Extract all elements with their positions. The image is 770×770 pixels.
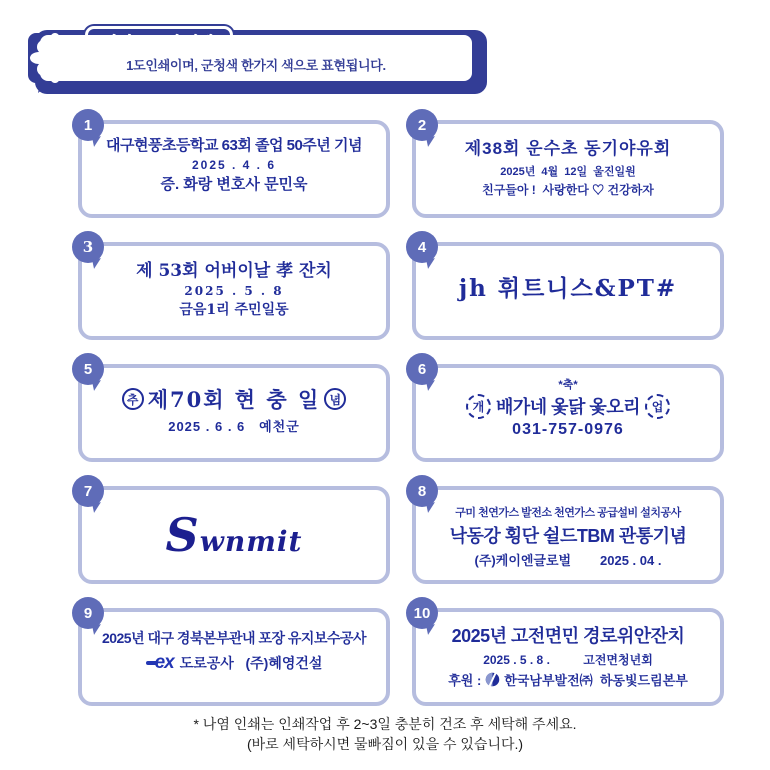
sample-number-badge xyxy=(406,475,438,507)
sample-line: 낙동강 횡단 쉴드TBM 관통기념 xyxy=(449,526,687,546)
sample-line: 구미 천연가스 발전소 천연가스 공급설비 설치공사 xyxy=(455,507,681,519)
sample-content xyxy=(416,246,720,336)
sample-box-1 xyxy=(78,116,390,218)
badge-number: 1 xyxy=(83,116,93,134)
sample-number-badge xyxy=(406,231,438,263)
kospo-circle-logo xyxy=(485,672,500,687)
sample-content xyxy=(416,124,720,214)
sample-box-6 xyxy=(412,360,724,462)
sample-title-text: 제70회 현 충 일 xyxy=(147,387,321,412)
sample-content xyxy=(82,612,386,702)
sample-box-5 xyxy=(78,360,390,462)
sample-content xyxy=(416,368,720,458)
sample-line: 2025 . 5 . 8 xyxy=(184,284,284,298)
wreath-char: 개 xyxy=(466,394,491,419)
script-logo-text: Swnmit xyxy=(165,508,303,562)
sample-title-text: 배가네 옻닭 옻오리 xyxy=(495,397,641,417)
sample-number-badge xyxy=(72,597,104,629)
badge-number: 7 xyxy=(83,482,93,500)
sample-line: 2025년 대구 경북본부관내 포장 유지보수공사 xyxy=(101,630,367,646)
badge-number: 10 xyxy=(413,604,431,622)
sample-content xyxy=(82,368,386,458)
sample-box-3 xyxy=(78,238,390,340)
sample-line: 2025 . 4 . 6 xyxy=(191,158,277,172)
circled-char: 념 xyxy=(324,388,346,410)
phone-number: 031-757-0976 xyxy=(512,421,624,438)
sample-number-badge xyxy=(406,597,438,629)
sample-content xyxy=(82,490,386,580)
sample-box-2 xyxy=(412,116,724,218)
sample-content xyxy=(82,124,386,214)
sample-box-4 xyxy=(412,238,724,340)
badge-number: 2 xyxy=(417,116,427,134)
care-instructions xyxy=(0,714,770,755)
sample-box-7 xyxy=(78,482,390,584)
sample-line: *축* xyxy=(558,379,578,391)
sponsor-text: 한국남부발전㈜ 하동빛드림본부 xyxy=(504,673,688,688)
sample-line: 2025년 4월 12일 울진일원 xyxy=(500,166,636,178)
sample-line: 친구들아 ! 사랑한다 ♡ 건강하자 xyxy=(482,183,654,197)
badge-number: 6 xyxy=(417,360,427,378)
sample-number-badge xyxy=(72,109,104,141)
ex-expressway-logo: ex xyxy=(146,652,174,674)
sample-box-8 xyxy=(412,482,724,584)
sample-line: 제38회 운수초 동기야유회 xyxy=(464,139,672,158)
sample-box-10 xyxy=(412,604,724,706)
badge-number: 4 xyxy=(417,238,427,256)
badge-number: 8 xyxy=(417,482,427,500)
sample-line xyxy=(122,384,347,414)
sample-number-badge xyxy=(72,475,104,507)
sample-content xyxy=(82,246,386,336)
sponsor-label: 후원 : xyxy=(448,673,482,688)
sample-line: (주)케이엔글로벌 2025 . 04 . xyxy=(474,553,662,568)
sample-line xyxy=(146,652,323,674)
sample-line-text: 도로공사 (주)혜영건설 xyxy=(179,655,323,671)
sample-box-9 xyxy=(78,604,390,706)
sample-line: 2025 . 6 . 6 예천군 xyxy=(168,419,300,434)
page-subtitle: 1도인쇄이며, 군청색 한가지 색으로 표현됩니다. xyxy=(126,57,386,73)
sample-line: 대구현풍초등학교 63회 졸업 50주년 기념 xyxy=(106,137,362,154)
badge-number: 9 xyxy=(83,604,93,622)
sponsor-line xyxy=(448,670,688,689)
wreath-char: 업 xyxy=(645,394,670,419)
sample-number-badge xyxy=(406,353,438,385)
header-inner-panel xyxy=(40,35,472,81)
sample-number-badge xyxy=(72,353,104,385)
care-line-2: (바로 세탁하시면 물빠짐이 있을 수 있습니다.) xyxy=(246,736,524,753)
sample-content xyxy=(416,612,720,702)
sample-number-badge xyxy=(72,231,104,263)
sample-line: 2025년 고전면민 경로위안잔치 xyxy=(451,626,685,646)
sample-number-badge xyxy=(406,109,438,141)
circled-char: 추 xyxy=(122,388,144,410)
care-line-1: * 나염 인쇄는 인쇄작업 후 2~3일 충분히 건조 후 세탁해 주세요. xyxy=(193,716,577,732)
sample-line: 금음1리 주민일동 xyxy=(179,302,289,318)
sample-line: 제 53회 어버이날 孝 잔치 xyxy=(136,261,332,281)
sample-line xyxy=(466,393,670,419)
sample-line: jh 휘트니스&PT# xyxy=(458,275,678,302)
badge-number: 5 xyxy=(83,360,93,378)
badge-number: 3 xyxy=(82,238,94,256)
sample-line: 2025 . 5 . 8 . 고전면청년회 xyxy=(483,653,653,667)
sample-line: 증. 화랑 변호사 문민욱 xyxy=(160,176,308,193)
sample-content xyxy=(416,490,720,580)
header-banner xyxy=(35,30,487,94)
